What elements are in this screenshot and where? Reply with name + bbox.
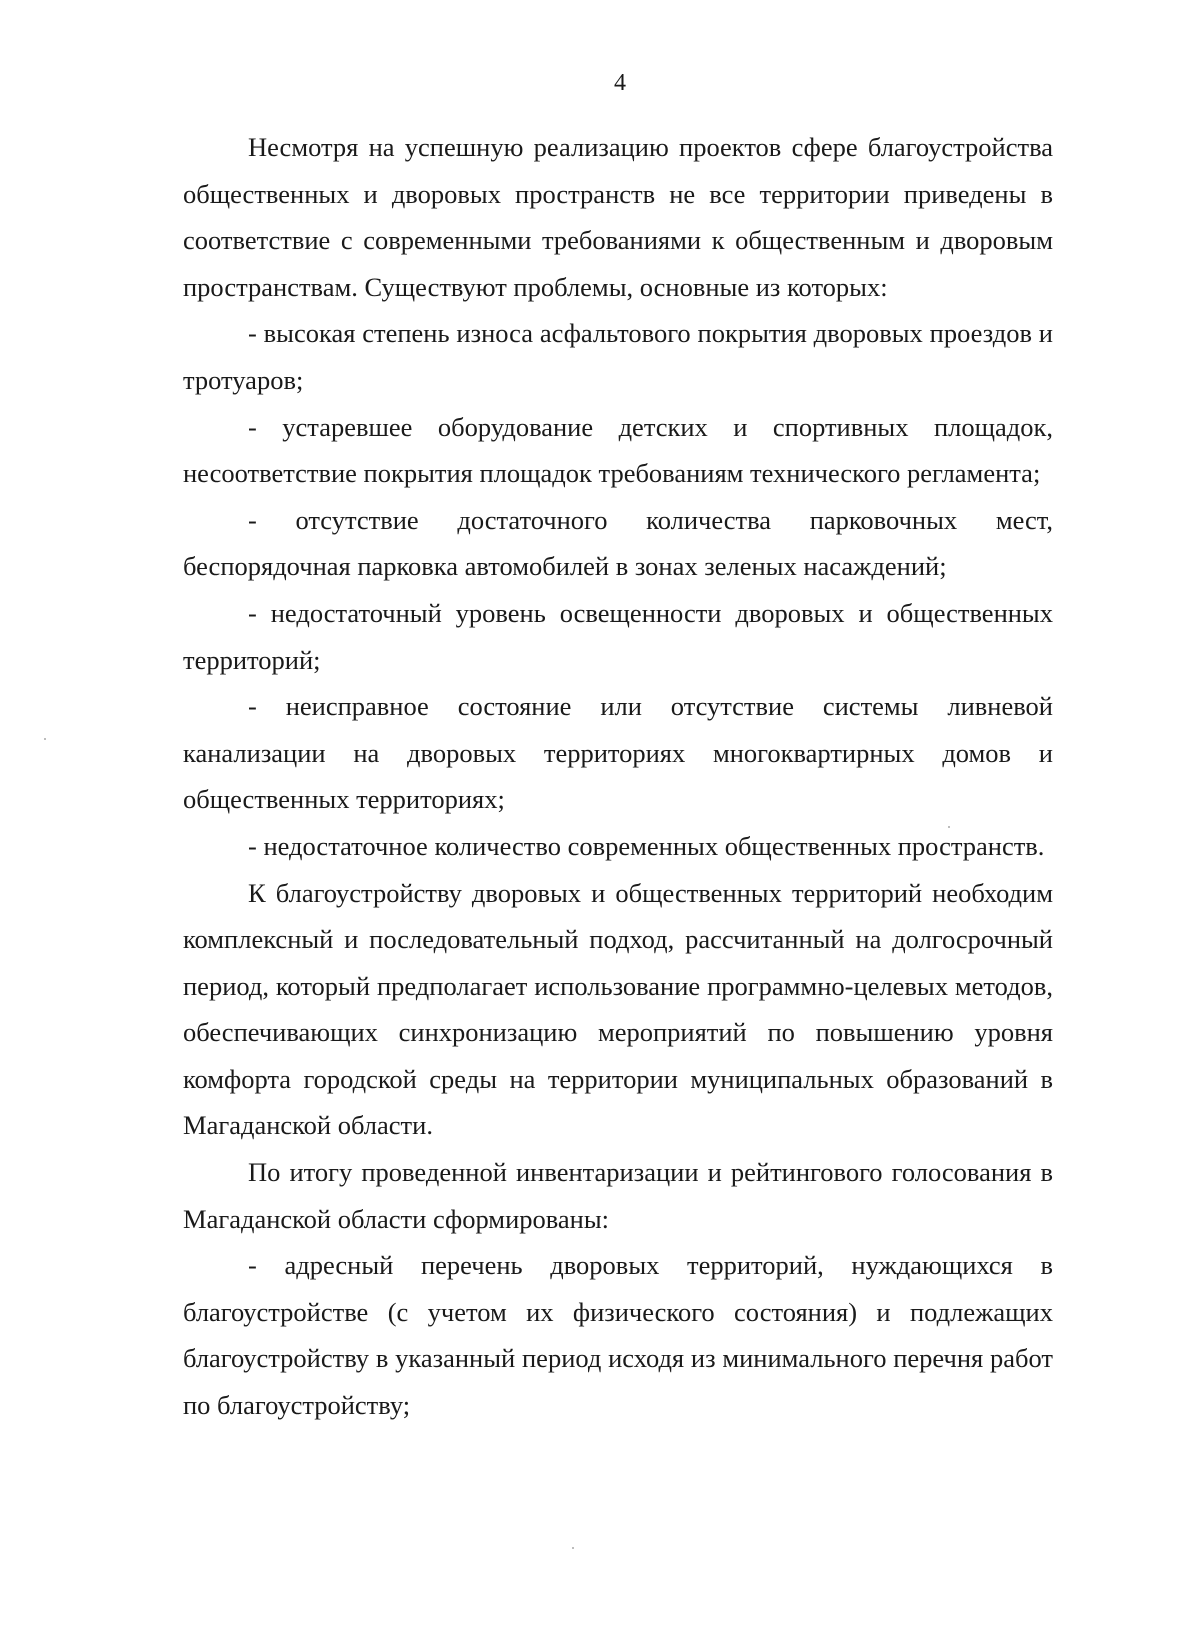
document-body: [183, 124, 1053, 1429]
paragraph-intro: Несмотря на успешную реализацию проектов сфере благоустройства общественных и дворовых пространств не все территории приведены в соответствие с современными требованиями к общественным и дворовым пространствам. Существуют проблемы, основные из которых:: [183, 132, 1053, 302]
list-item-address-list: - адресный перечень дворовых территорий, нуждающихся в благоустройстве (с учетом их физического состояния) и подлежащих благоустройству в указанный период исходя из минимального перечня работ по благоустройству;: [183, 1250, 1053, 1421]
list-item-public-spaces: - недостаточное количество современных общественных пространств.: [248, 830, 1045, 861]
paragraph-approach: К благоустройству дворовых и общественных территорий необходим комплексный и последовательный подход, рассчитанный на долгосрочный период, который предполагает использование программно-целевых методов, обеспечивающих синхронизацию мероприятий по повышению уровня комфорта городской среды на территории муниципальных образований в Магаданской области.: [183, 877, 1053, 1141]
scan-speck: [948, 826, 950, 828]
paragraph-inventory: По итогу проведенной инвентаризации и рейтингового голосования в Магаданской области сформированы:: [183, 1157, 1053, 1234]
page-number: 4: [614, 70, 626, 96]
list-item-drainage: - неисправное состояние или отсутствие системы ливневой канализации на дворовых территориях многоквартирных домов и общественных территориях;: [183, 691, 1053, 815]
scan-speck: [44, 738, 46, 740]
list-item-parking: - отсутствие достаточного количества парковочных мест, беспорядочная парковка автомобилей в зонах зеленых насаждений;: [183, 504, 1053, 582]
list-item-playgrounds: - устаревшее оборудование детских и спортивных площадок, несоответствие покрытия площадок требованиям технического регламента;: [183, 411, 1053, 489]
scan-speck: [572, 1547, 574, 1549]
list-item-lighting: - недостаточный уровень освещенности дворовых и общественных территорий;: [183, 597, 1053, 675]
list-item-asphalt: - высокая степень износа асфальтового покрытия дворовых проездов и тротуаров;: [183, 318, 1053, 395]
